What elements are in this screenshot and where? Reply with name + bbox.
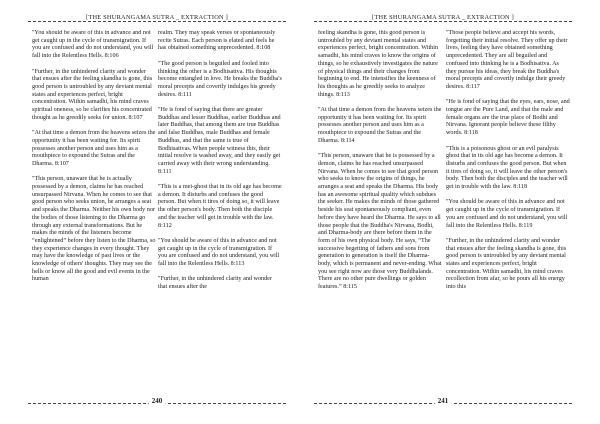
paragraph: "Further, in the unhindered clarity and wonder that ensues after the feeling skandha is gone, this good person is untroubled by any deviant mental states and experiences perfect, bright concentration. Within samadhi, his mind craves spiritual oneness, so he clarifies his concentrated thought as he greedily seeks for union. 8:107: [32, 68, 153, 121]
page-footer: [314, 394, 572, 408]
paragraph: "You should be aware of this in advance and not get caught up in the cycle of transmigration. If you are confused and do not understand, you will fall into the Relentless Hells. 8:106: [32, 30, 154, 60]
right-page: [300, 0, 600, 424]
paragraph: "At that time a demon from the heavens seizes the opportunity it has been waiting for. Its spirit possesses another person and uses him as a mouthpiece to expound the Sutras and the Dharma. 8:114: [318, 107, 442, 144]
paragraph: "He is fond of saying that there are greater Buddhas and lesser Buddhas, earlier Buddhas and later Buddhas, that among them are true Buddhas and false Buddhas, male Buddhas and female Buddhas, and that the same is true of Bodhisattvas. When people witness this, their initial resolve is washed away, and they easily get carried away with their wrong understanding. 8:111: [158, 107, 281, 175]
page-number: 241: [435, 397, 452, 405]
text-column-1: [318, 30, 442, 390]
page-footer: [28, 394, 286, 408]
paragraph: "The good person is beguiled and fooled into thinking the other is a Bodhisattva. His thoughts become entangled in love. He breaks the Buddha's moral precepts and covertly indulges his greedy desires. 8:111: [158, 60, 282, 98]
page-header: [314, 14, 572, 24]
paragraph: "He is fond of saying that the eyes, ears, nose, and tongue are the Pure Land, and that the male and female organs are the true place of Bodhi and Nirvana. Ignorant people believe these filthy words. 8:118: [446, 99, 570, 137]
header-rule: [28, 21, 286, 22]
paragraph: "This person, unaware that he is possessed by a demon, claims he has reached unsurpassed Nirvana. When he comes to see that good person who seeks to know the origins of things, he arranges a seat and speaks the Dharma. His body has an awesome spiritual quality which subdues the seeker. He makes the minds of those gathered beside his seat spontaneously compliant, even before they have heard the Dharma. He says to all those people that the Buddha's Nirvana, Bodhi, and Dharma-body are there before them in the form of his own physical body. He says, “The successive begetting of fathers and sons from generation to generation is itself the Dharma-body, which is permanent and never-ending. What you see right now are those very Buddhalands. There are no other pure dwellings or golden features.” 8:115: [318, 153, 442, 291]
text-column-1: [32, 30, 156, 390]
page-header: [28, 14, 286, 24]
paragraph: "This is a poisonous ghost or an evil paralysis ghost that in its old age has become a demon. It disturbs and confuses the good person. But when it tires of doing so, it will leave the other person's body. Then both the disciples and the teacher will get in trouble with the law. 8:118: [446, 145, 568, 191]
paragraph: "This person, unaware that he is actually possessed by a demon, claims he has reached unsurpassed Nirvana. When he comes to see that good person who seeks union, he arranges a seat and speaks the Dharma. Neither his own body nor the bodies of those listening to the Dharma go through any external transformations. But he makes the minds of the listeners become “enlightened” before they listen to the Dharma, so they experience changes in every thought. They may have the knowledge of past lives or the knowledge of others' thoughts. They may see the hells or know all the good and evil events in the human: [32, 176, 156, 283]
header-title: [THE SHURANGAMA SUTRA _ EXTRACTION ]: [369, 14, 517, 21]
paragraph: "Further, in the unhindered clarity and wonder that ensues after the feeling skandha is gone, this good person is untroubled by any deviant mental states and experiences perfect, bright concentration. Within samadhi, his mind craves recollection from afar, so he pours all his energy into this: [446, 237, 567, 291]
header-rule: [314, 21, 572, 22]
text-column-2: [446, 30, 570, 390]
paragraph: "Further, in the unhindered clarity and wonder that ensues after the: [158, 276, 272, 291]
paragraph: "You should be aware of this in advance and not get caught up in the cycle of transmigration. If you are confused and do not understand, you will fall into the Relentless Hells. 8:113: [158, 237, 280, 268]
paragraph: feeling skandha is gone, this good person is untroubled by any deviant mental states and experiences perfect, bright concentration. Within samadhi, his mind craves to know the origins of things, so he exhaustively investigates the nature of physical things and their changes from beginning to end. He intensifies the keenness of his thoughts as he greedily seeks to analyze things. 8:113: [318, 30, 439, 98]
paragraph: realm. They may speak verses or spontaneously recite Sutras. Each person is elated and feels he has obtained something unprecedented. 8:108: [158, 30, 276, 52]
paragraph: "This is a mei-ghost that in its old age has become a demon. It disturbs and confuses the good person. But when it tires of doing so, it will leave the other person's body. Then both the disciple and the teacher will get in trouble with the law. 8:112: [158, 184, 282, 229]
text-column-2: [158, 30, 282, 390]
page-number: 240: [149, 397, 166, 405]
paragraph: "You should be aware of this in advance and not get caught up in the cycle of transmigration. If you are confused and do not understand, you will fall into the Relentless Hells. 8:119: [446, 199, 568, 229]
paragraph: "Those people believe and accept his words, forgetting their initial resolve. They offer up their lives, feeling they have obtained something unprecedented. They are all beguiled and confused into thinking he is a Bodhisattva. As they pursue his ideas, they break the Buddha's moral precepts and covertly indulge their greedy desires. 8:117: [446, 30, 568, 90]
paragraph: "At that time a demon from the heavens seizes the opportunity it has been waiting for. Its spirit possesses another person and uses him as a mouthpiece to expound the Sutras and the Dharma. 8:107: [32, 130, 156, 167]
header-title: [THE SHURANGAMA SUTRA _ EXTRACTION ]: [83, 14, 231, 21]
